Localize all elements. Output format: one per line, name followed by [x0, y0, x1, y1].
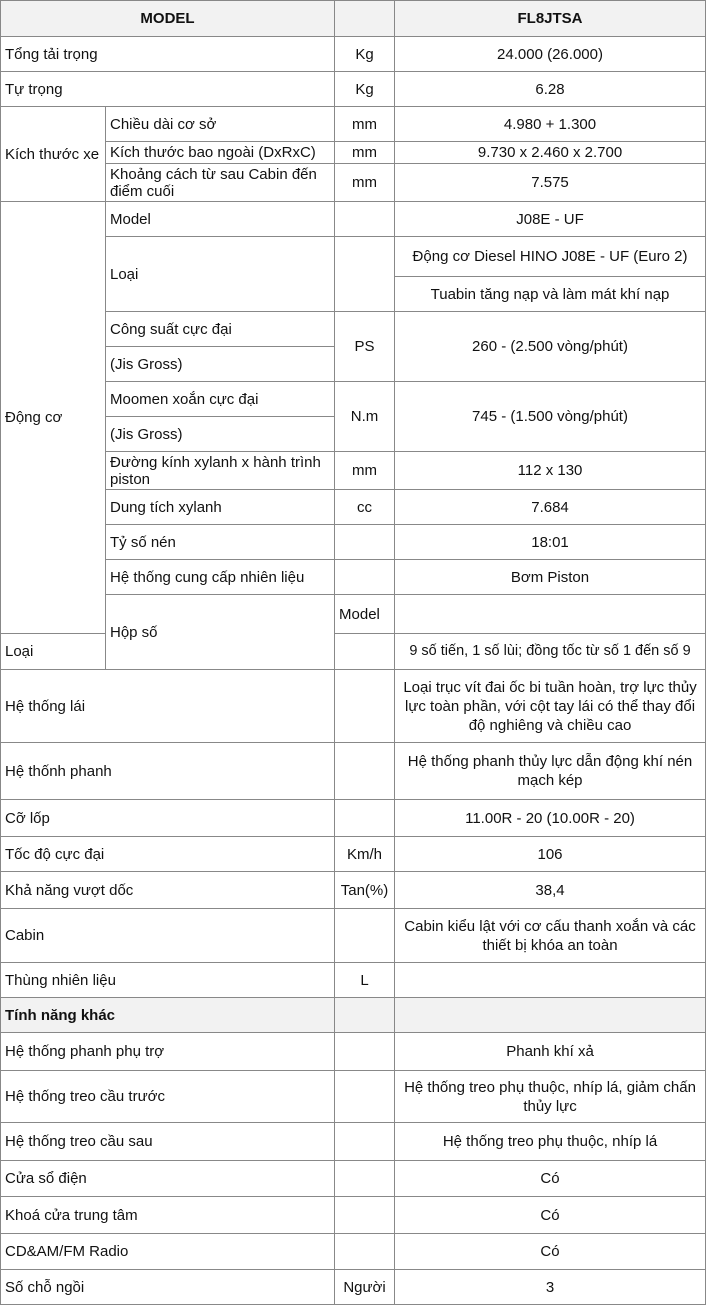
- table-row: Hệ thốnh phanh Hệ thống phanh thủy lực dẫn động khí nén mạch kép: [1, 743, 706, 800]
- table-row: Hộp số Model: [1, 595, 706, 634]
- table-row: Hệ thống phanh phụ trợ Phanh khí xả: [1, 1033, 706, 1071]
- table-row: Hệ thống lái Loại trục vít đai ốc bi tuần hoàn, trợ lực thủy lực toàn phần, với cột tay lái có thể thay đổi độ nghiêng và chiều cao: [1, 670, 706, 743]
- table-row: Hệ thống treo cầu sau Hệ thống treo phụ thuộc, nhíp lá: [1, 1123, 706, 1161]
- section-title: Tính năng khác: [1, 998, 335, 1033]
- header-model-code: FL8JTSA: [395, 1, 706, 37]
- table-row: Cửa sổ điện Có: [1, 1161, 706, 1197]
- table-row: Số chỗ ngồi Người 3: [1, 1270, 706, 1305]
- table-row: Moomen xoắn cực đại N.m 745 - (1.500 vòng/phút): [1, 382, 706, 417]
- table-row: Hệ thống cung cấp nhiên liệu Bơm Piston: [1, 560, 706, 595]
- table-row: CD&AM/FM Radio Có: [1, 1234, 706, 1270]
- table-row: Thùng nhiên liệu L: [1, 963, 706, 998]
- group-label: Kích thước xe: [1, 107, 106, 202]
- table-row: Công suất cực đại PS 260 - (2.500 vòng/phút): [1, 312, 706, 347]
- section-row: [1, 998, 706, 1033]
- table-row: Hệ thống treo cầu trước Hệ thống treo phụ thuộc, nhíp lá, giảm chấn thủy lực: [1, 1071, 706, 1123]
- table-row: Cabin Cabin kiểu lật với cơ cấu thanh xoắn và các thiết bị khóa an toàn: [1, 909, 706, 963]
- group-label: Hộp số: [106, 595, 335, 670]
- table-row: Kích thước bao ngoài (DxRxC) mm 9.730 x 2.460 x 2.700: [1, 142, 706, 164]
- table-row: (Jis Gross): [1, 417, 706, 452]
- header-row: [1, 1, 706, 37]
- table-row: Khoảng cách từ sau Cabin đến điểm cuối mm 7.575: [1, 164, 706, 202]
- table-row: Tốc độ cực đại Km/h 106: [1, 837, 706, 872]
- table-row: Kích thước xe Chiều dài cơ sở mm 4.980 + 1.300: [1, 107, 706, 142]
- table-row: Tổng tải trọng Kg 24.000 (26.000): [1, 37, 706, 72]
- table-row: Khoá cửa trung tâm Có: [1, 1197, 706, 1234]
- table-row: Loại Động cơ Diesel HINO J08E - UF (Euro 2): [1, 237, 706, 277]
- table-row: Loại 9 số tiến, 1 số lùi; đồng tốc từ số 1 đến số 9: [1, 634, 706, 670]
- table-row: Dung tích xylanh cc 7.684: [1, 490, 706, 525]
- header-unit: [335, 1, 395, 37]
- group-label: Động cơ: [1, 202, 106, 634]
- table-row: Tỷ số nén 18:01: [1, 525, 706, 560]
- table-row: Đường kính xylanh x hành trình piston mm 112 x 130: [1, 452, 706, 490]
- table-row: Tuabin tăng nạp và làm mát khí nạp: [1, 277, 706, 312]
- table-row: Cỡ lốp 11.00R - 20 (10.00R - 20): [1, 800, 706, 837]
- table-row: Tự trọng Kg 6.28: [1, 72, 706, 107]
- table-row: (Jis Gross): [1, 347, 706, 382]
- table-row: Khả năng vượt dốc Tan(%) 38,4: [1, 872, 706, 909]
- table-row: Động cơ Model J08E - UF: [1, 202, 706, 237]
- header-model: MODEL: [1, 1, 335, 37]
